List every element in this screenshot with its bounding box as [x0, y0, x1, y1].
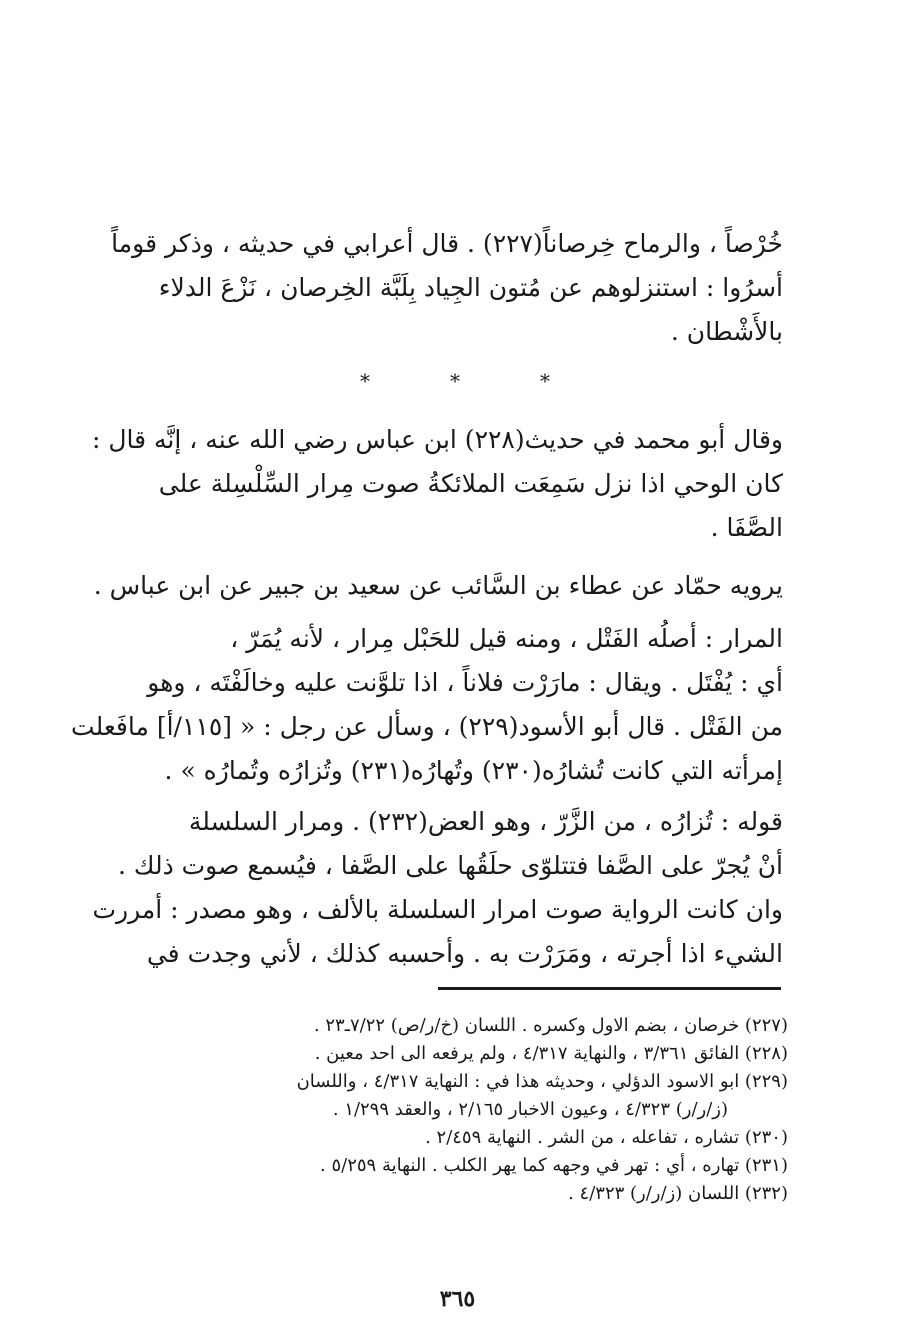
- footnote-divider: [438, 987, 781, 990]
- star-icon: *: [360, 369, 370, 393]
- text-line: المرار : أصلُه الفَتْل ، ومنه قيل للحَبْل مِرار ، لأنه يُمَرّ ،: [230, 624, 783, 653]
- text-line: وان كانت الرواية صوت امرار السلسلة بالألف ، وهو مصدر : أمررت: [92, 895, 783, 924]
- star-icon: *: [450, 369, 460, 393]
- paragraph-3: [93, 564, 783, 608]
- footnote-231: (٢٣١) تهاره ، أي : تهر في وجهه كما يهر الكلب . النهاية ٥/٢٥٩ .: [320, 1155, 788, 1176]
- text-line: بالأَشْطان .: [670, 317, 783, 346]
- text-line: الصَّفَا .: [710, 513, 783, 542]
- footnote-228: (٢٢٨) الفائق ٣/٣٦١ ، والنهاية ٤/٣١٧ ، ولم يرفعه الى احد معين .: [314, 1043, 788, 1064]
- paragraph-5: [92, 800, 783, 976]
- text-line: الشيء اذا أجرته ، ومَرَرْت به . وأحسبه كذلك ، لأني وجدت في: [146, 939, 783, 968]
- page-number: ٣٦٥: [439, 1286, 476, 1312]
- footnote-229: (٢٢٩) ابو الاسود الدؤلي ، وحديثه هذا في : النهاية ٤/٣١٧ ، واللسان: [296, 1071, 788, 1092]
- paragraph-2: [91, 418, 783, 550]
- paragraph-4: [71, 617, 783, 793]
- footnotes: [120, 1012, 788, 1208]
- footnote-227: (٢٢٧) خرصان ، بضم الاول وكسره . اللسان (خ/ر/ص) ٧/٢٢ـ٢٣ .: [313, 1015, 788, 1036]
- text-line: من الفَتْل . قال أبو الأسود(٢٢٩) ، وسأل عن رجل : « [١١٥/أ] مافَعلت: [71, 712, 783, 741]
- text-line: كان الوحي اذا نزل سَمِعَت الملائكةُ صوت مِرار السِّلْسِلة على: [158, 469, 783, 498]
- footnote-232: (٢٣٢) اللسان (ز/ر/ر) ٤/٣٢٣ .: [568, 1183, 788, 1204]
- text-line: إمرأته التي كانت تُشارُه(٢٣٠) وتُهارُه(٢٣١) وتُزارُه وتُمارُه » .: [164, 756, 783, 785]
- text-line: أي : يُفْتَل . ويقال : مارَرْت فلاناً ، اذا تلوَّنت عليه وخالَفْتَه ، وهو: [147, 668, 783, 697]
- text-line: يرويه حمّاد عن عطاء بن السَّائب عن سعيد بن جبير عن ابن عباس .: [93, 571, 783, 600]
- star-icon: *: [540, 369, 550, 393]
- text-line: قوله : تُزارُه ، من الزَّرّ ، وهو العض(٢٣٢) . ومرار السلسلة: [188, 807, 783, 836]
- footnote-230: (٢٣٠) تشاره ، تفاعله ، من الشر . النهاية ٢/٤٥٩ .: [425, 1127, 788, 1148]
- section-separator: [360, 366, 550, 396]
- footnote-229-continued: (ز/ر/ر) ٤/٣٢٣ ، وعيون الاخبار ٢/١٦٥ ، والعقد ١/٢٩٩ .: [332, 1099, 728, 1120]
- paragraph-1: [111, 222, 783, 354]
- text-line: خُرْصاً ، والرماح خِرصاناً(٢٢٧) . قال أعرابي في حديثه ، وذكر قوماً: [111, 229, 783, 258]
- text-line: وقال أبو محمد في حديث(٢٢٨) ابن عباس رضي الله عنه ، إنَّه قال :: [91, 425, 783, 454]
- text-line: أنْ يُجرّ على الصَّفا فتتلوّى حلَقُها على الصَّفا ، فيُسمع صوت ذلك .: [117, 851, 783, 880]
- text-line: أسرُوا : استنزلوهم عن مُتون الجِياد بِلَبَّة الخِرصان ، نَزْعَ الدلاء: [158, 273, 783, 302]
